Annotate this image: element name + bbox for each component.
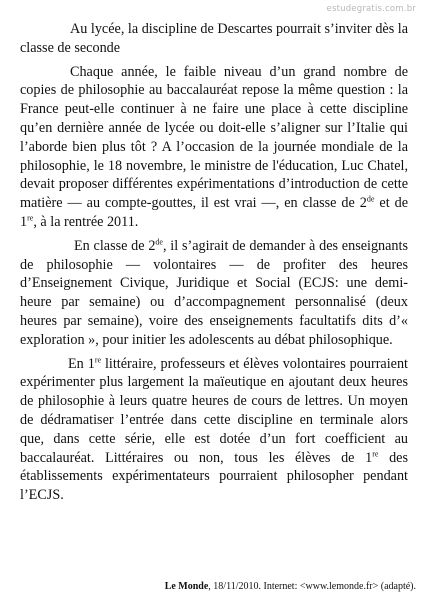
paragraph-3-text-b: , il s’agirait de demander à des enseignants de philosophie — volontaires — de profiter des heures d’Enseignement Civique, Juridique et Social (ECJS: une demi-heure par semaine) ou d’accompagnement personnalisé (deux heures par semaine), voire des enseignements facultatifs dits d’« exploration », pour initier les adolescents au débat philosophique. (20, 237, 408, 348)
superscript: de (366, 194, 375, 204)
paragraph-4-text-b: littéraire, professeurs et élèves volontaires pourraient expérimenter plus largement la maïeutique en ajoutant deux heures de philosophie à leurs quatre heures de cours de lettres. Un moyen de dédramatiser l’entrée dans cette discipline en terminale alors que, dans cette série, elle est dotée d’un fort coefficient au baccalauréat. Littéraires ou non, tous les élèves de 1 (20, 355, 408, 466)
superscript: re (94, 354, 102, 364)
paragraph-3-text-a: En classe de 2 (74, 237, 156, 254)
superscript: re (372, 448, 379, 458)
superscript: de (155, 237, 163, 247)
paragraph-2-text-c: , à la rentrée 2011. (33, 213, 139, 230)
source-citation (165, 581, 416, 592)
article-body (20, 20, 408, 505)
paragraph-intro (20, 20, 408, 58)
superscript: re (27, 213, 34, 223)
source-publication: Le Monde (164, 581, 209, 592)
paragraph-4-text-c: des établissements expérimentateurs pourraient philosopher pendant l’ECJS. (20, 449, 408, 504)
paragraph-intro-text: Au lycée, la discipline de Descartes pourrait s’inviter dès la classe de seconde (20, 21, 409, 56)
source-details: , 18/11/2010. Internet: <www.lemonde.fr> (adapté). (208, 581, 416, 592)
paragraph-3 (20, 237, 408, 350)
site-watermark: estudegratis.com.br (326, 4, 416, 14)
paragraph-2 (20, 63, 408, 232)
paragraph-4 (20, 355, 408, 505)
paragraph-4-text-a: En 1 (68, 355, 95, 372)
paragraph-2-text-a: Chaque année, le faible niveau d’un grand nombre de copies de philosophie au baccalauréat repose la même question : la France peut-elle continuer à ne faire une place à cette discipline qu’en dernière année de lycée ou doit-elle s’aligner sur l’Italie qui l’aborde bien plus tôt ? A l’occasion de la journée mondiale de la philosophie, le 18 novembre, le ministre de l'éducation, Luc Chatel, devait proposer différentes expérimentations d’introduction de cette matière — au compte-gouttes, il est vrai —, en classe de 2 (20, 63, 408, 212)
paragraph-2-text-b: et de 1 (20, 195, 409, 230)
